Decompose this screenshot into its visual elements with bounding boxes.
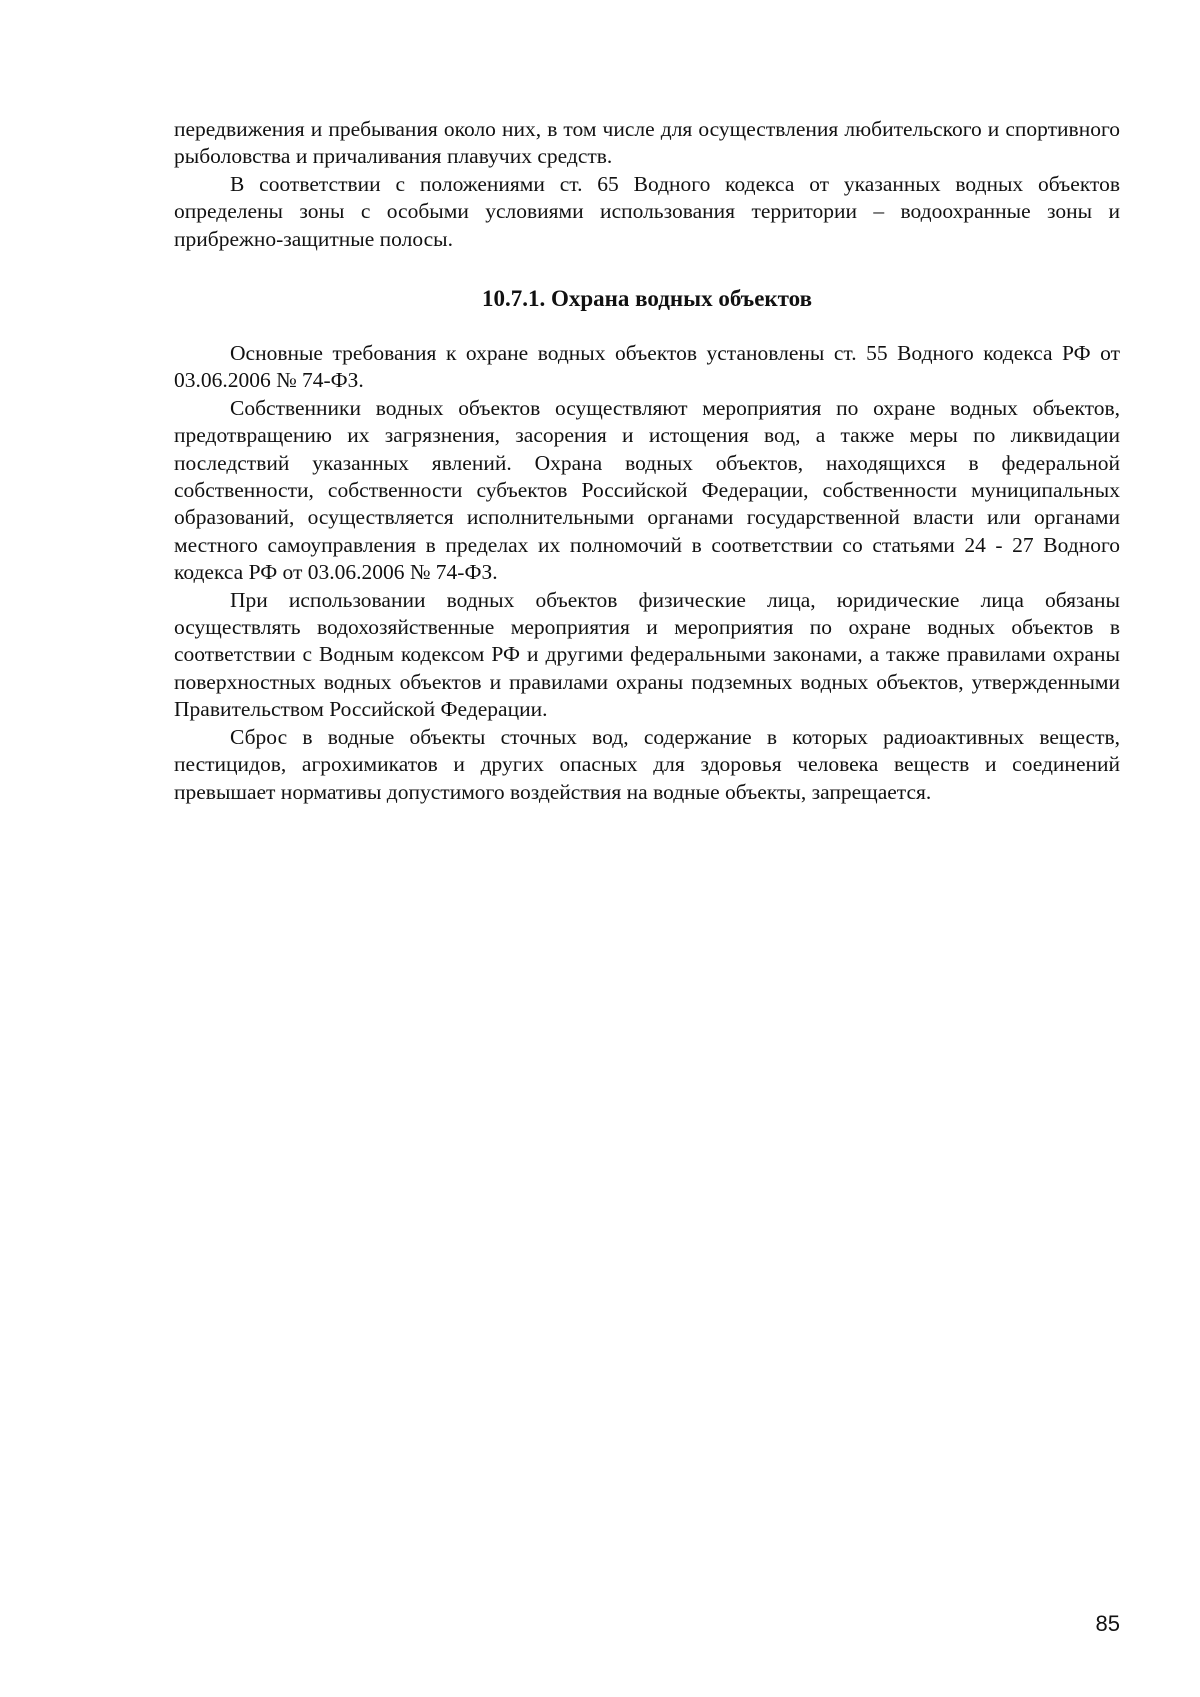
intro-text [174, 116, 1120, 253]
page-number: 85 [1095, 1611, 1120, 1636]
paragraph-water-code-zones: В соответствии с положениями ст. 65 Водного кодекса от указанных водных объектов определены зоны с особыми условиями использования территории – водоохранные зоны и прибрежно-защитные полосы. [174, 171, 1120, 251]
paragraph-owners-duties: Собственники водных объектов осуществляют мероприятия по охране водных объектов, предотвращению их загрязнения, засорения и истощения вод, а также меры по ликвидации последствий указанных явлений. Охрана водных объектов, находящихся в федеральной собственности, собственности субъектов Российской Федерации, собственности муниципальных образований, осуществляется исполнительными органами государственной власти или органами местного самоуправления в пределах их полномочий в соответствии со статьями 24 - 27 Водного кодекса РФ от 03.06.2006 № 74-ФЗ. [174, 395, 1120, 585]
paragraph-discharge-prohibition: Сброс в водные объекты сточных вод, содержание в которых радиоактивных веществ, пестицидов, агрохимикатов и других опасных для здоровья человека веществ и соединений превышает нормативы допустимого воздействия на водные объекты, запрещается. [174, 724, 1120, 804]
section-heading: 10.7.1. Охрана водных объектов [481, 286, 813, 311]
paragraph-continuation: передвижения и пребывания около них, в том числе для осуществления любительского и спортивного рыболовства и причаливания плавучих средств. [174, 117, 1120, 169]
paragraph-basic-requirements: Основные требования к охране водных объектов установлены ст. 55 Водного кодекса РФ от 03.06.2006 № 74-ФЗ. [174, 341, 1120, 393]
paragraph-water-use-obligations: При использовании водных объектов физические лица, юридические лица обязаны осуществлять водохозяйственные мероприятия и мероприятия по охране водных объектов в соответствии с Водным кодексом РФ и другими федеральными законами, а также правилами охраны поверхностных водных объектов и правилами охраны подземных водных объектов, утвержденными Правительством Российской Федерации. [174, 587, 1120, 722]
section-body [174, 340, 1120, 806]
